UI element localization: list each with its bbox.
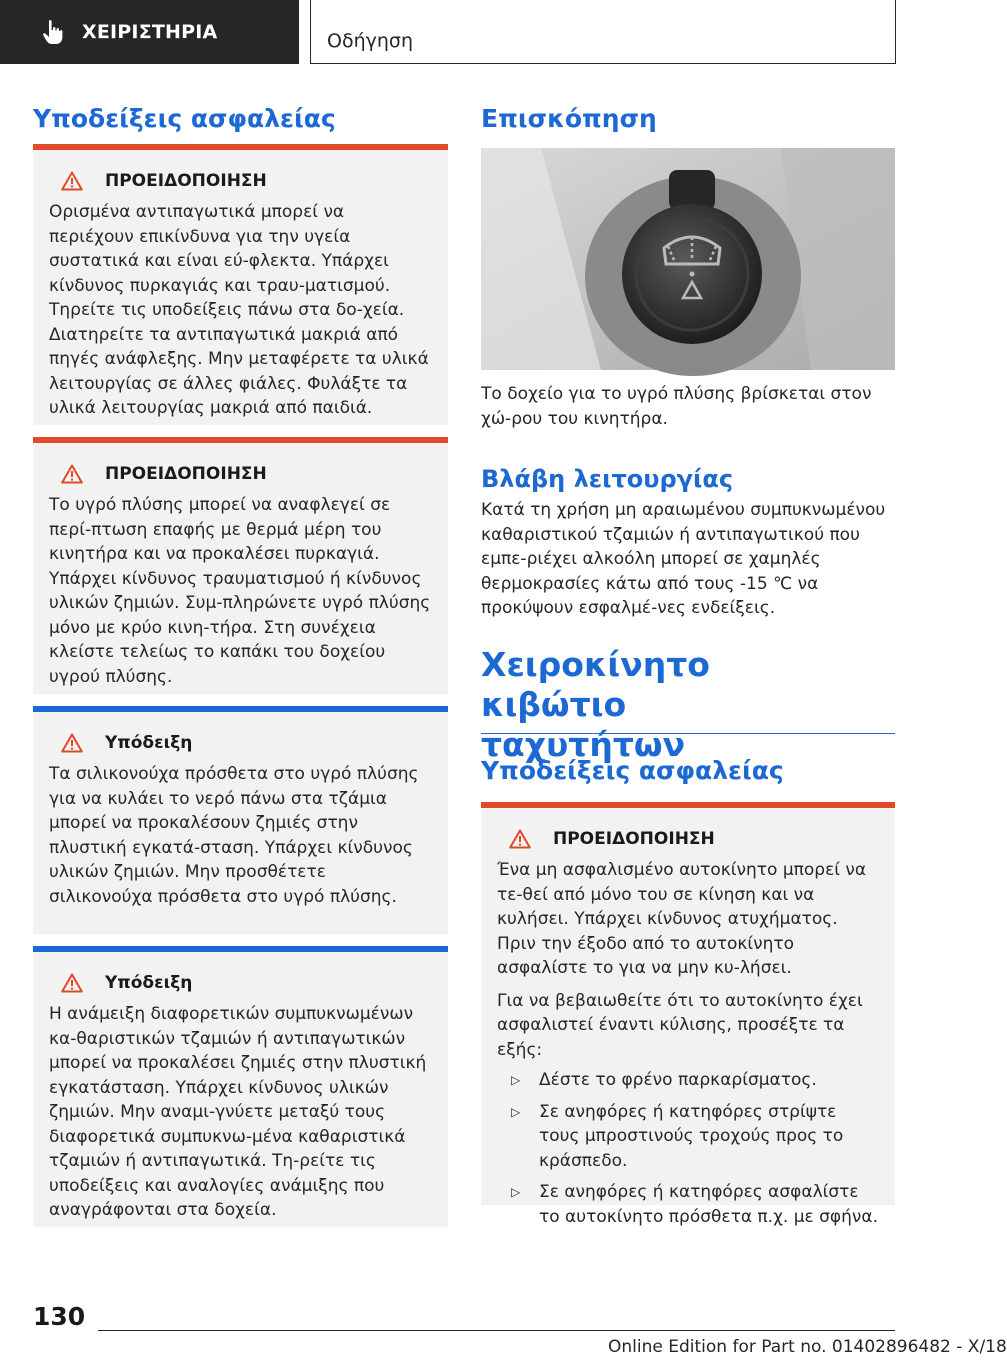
list-item — [497, 1100, 879, 1174]
warning-triangle-icon — [61, 171, 83, 191]
safety-heading: Υποδείξεις ασφαλείας — [33, 104, 336, 133]
note-title: Υπόδειξη — [105, 733, 193, 753]
note-text: Τα σιλικονούχα πρόσθετα στο υγρό πλύσης για να κυλάει το νερό πάνω στα τζάμια μπορεί να προκαλέσουν ζημιές στην πλυστική εγκατά-σταση. Υπάρχει κίνδυνος υλικών ζημιών. Μην προσθέτετε σιλικονούχα πρόσθετα στο υγρό πλύσης. — [49, 764, 419, 907]
list-item — [497, 1068, 879, 1093]
footer-rule — [98, 1330, 895, 1331]
warning-intro: Για να βεβαιωθείτε ότι το αυτοκίνητο έχει ασφαλιστεί έναντι κύλισης, προσέξτε τα εξής: — [497, 990, 863, 1060]
step-text: Δέστε το φρένο παρκαρίσματος. — [539, 1070, 817, 1090]
warning-box — [33, 437, 448, 694]
list-item — [497, 1180, 879, 1229]
chapter-title: Οδήγηση — [327, 30, 413, 52]
gearbox-heading: Χειροκίνητο κιβώτιο ταχυτήτων — [481, 645, 710, 764]
manual-header-tab — [0, 0, 299, 64]
warning-box — [33, 144, 448, 425]
steps-list — [497, 1068, 879, 1229]
note-title-row — [49, 970, 432, 996]
note-text: Η ανάμειξη διαφορετικών συμπυκνωμένων κα-θαριστικών τζαμιών ή αντιπαγωτικών μπορεί να προκαλέσει ζημιές στην πλυστική εγκατάσταση. Υπάρχει κίνδυνος υλικών ζημιών. Μην αναμι-γνύετε μεταξύ τους διαφορετικά συμπυκνω-μένα καθαριστικά τζαμιών ή αντιπαγωτικά. Τη-ρείτε τις υποδείξεις και αναλογίες ανάμιξης που αναγράφονται στα δοχεία. — [49, 1004, 427, 1220]
gearbox-safety-heading: Υποδείξεις ασφαλείας — [481, 756, 784, 785]
warning-title: ΠΡΟΕΙΔΟΠΟΙΗΣΗ — [105, 464, 267, 484]
warning-text: Ορισμένα αντιπαγωτικά μπορεί να περιέχουν επικίνδυνα για την υγεία συστατικά και είναι εύ-φλεκτα. Υπάρχει κίνδυνος πυρκαγιάς και τραυ-ματισμού. Τηρείτε τις υποδείξεις πάνω στα δο-χεία. Διατηρείτε τα αντιπαγωτικά μακριά από πηγές ανάφλεξης. Μην μεταφέρετε τα υλικά λειτουργίας σε άλλες φιάλες. Φυλάξτε τα υλικά λειτουργίας μακριά από παιδιά. — [49, 202, 429, 418]
warning-text: Ένα μη ασφαλισμένο αυτοκίνητο μπορεί να τε-θεί από μόνο του σε κίνηση και να κυλήσει. Υπάρχει κίνδυνος ατυχήματος. Πριν την έξοδο από το αυτοκίνητο ασφαλίστε το για να μην κυ-λήσει. — [497, 860, 867, 978]
edition-note: Online Edition for Part no. 01402896482 - X/18 — [608, 1337, 1007, 1357]
manual-section-label: ΧΕΙΡΙΣΤΗΡΙΑ — [82, 21, 218, 43]
note-triangle-icon — [61, 973, 83, 993]
page-number: 130 — [33, 1302, 86, 1331]
overview-heading: Επισκόπηση — [481, 104, 657, 133]
warning-title: ΠΡΟΕΙΔΟΠΟΙΗΣΗ — [105, 171, 267, 191]
step-text: Σε ανηφόρες ή κατηφόρες στρίψτε τους μπροστινούς τροχούς προς το κράσπεδο. — [539, 1101, 844, 1171]
warning-title: ΠΡΟΕΙΔΟΠΟΙΗΣΗ — [553, 829, 715, 849]
washer-cap-illustration — [481, 148, 895, 370]
note-box — [33, 946, 448, 1227]
warning-text: Το υγρό πλύσης μπορεί να αναφλεγεί σε περί-πτωση επαφής με θερμά μέρη του κινητήρα και να προκαλέσει πυρκαγιά. Υπάρχει κίνδυνος τραυματισμού ή κίνδυνος υλικών ζημιών. Συμ-πληρώνετε υγρό πλύσης μόνο με κρύο κινη-τήρα. Στη συνέχεια κλείστε τελείως το καπάκι του δοχείου υγρού πλύσης. — [49, 495, 431, 687]
malfunction-heading: Βλάβη λειτουργίας — [481, 465, 734, 493]
note-title-row — [49, 730, 432, 756]
washer-reservoir-photo — [481, 148, 895, 370]
left-column — [33, 104, 448, 1227]
step-arrow-icon: ▷ — [511, 1185, 521, 1199]
note-box — [33, 706, 448, 934]
warning-title-row — [497, 826, 879, 852]
warning-title-row — [49, 461, 432, 487]
warning-box — [481, 802, 895, 1227]
right-column — [481, 104, 895, 1227]
photo-caption: Το δοχείο για το υγρό πλύσης βρίσκεται στον χώ-ρου του κινητήρα. — [481, 384, 872, 429]
chapter-header — [310, 0, 896, 64]
step-arrow-icon: ▷ — [511, 1104, 521, 1119]
warning-triangle-icon — [509, 829, 531, 849]
note-triangle-icon — [61, 733, 83, 753]
hand-pointer-icon — [42, 19, 64, 45]
malfunction-text: Κατά τη χρήση μη αραιωμένου συμπυκνωμένου καθαριστικού τζαμιών ή αντιπαγωτικού που εμπε-ριέχει αλκοόλη μπορεί σε χαμηλές θερμοκρασίες κάτω από τους -15 ℃ να προκύψουν εσφαλμέ-νες ενδείξεις. — [481, 500, 886, 618]
step-text: Σε ανηφόρες ή κατηφόρες ασφαλίστε το αυτοκίνητο πρόσθετα π.χ. με σφήνα. — [539, 1182, 878, 1227]
warning-title-row — [49, 168, 432, 194]
warning-triangle-icon — [61, 464, 83, 484]
step-arrow-icon: ▷ — [511, 1073, 521, 1087]
note-title: Υπόδειξη — [105, 973, 193, 993]
